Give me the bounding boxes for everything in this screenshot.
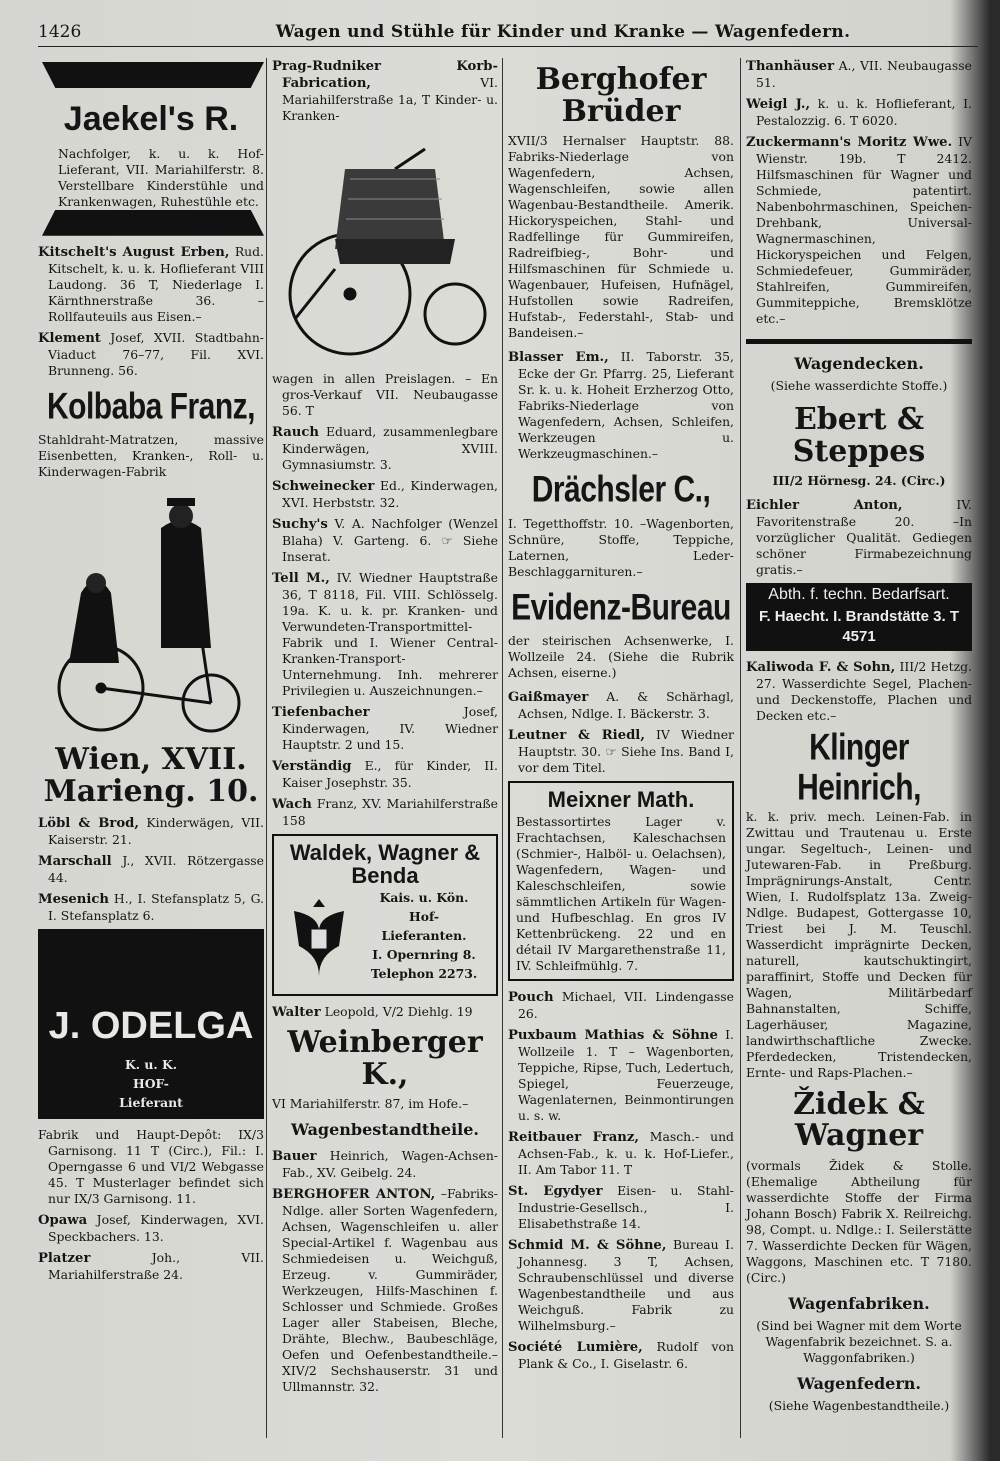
ad-line: Stahldraht-Matratzen, massive Eisenbetten, Kranken-, Roll- u. Kinderwagen-Fabrik	[38, 432, 264, 480]
entry-name: BERGHOFER ANTON,	[272, 1187, 436, 1203]
directory-entry	[508, 727, 734, 776]
entry-text: Fabrik und Haupt-Depôt: IX/3 Garnisong. 11 T (Circ.), Fil.: I. Operngasse 6 und VI/2 Webgasse 45. T Musterlager befindet sich nur IX/3 Garnisong. 11.	[38, 1127, 264, 1207]
directory-entry	[746, 497, 972, 578]
directory-entry	[38, 330, 264, 379]
ad-title: Ebert & Steppes	[792, 402, 926, 469]
entry-name: Pouch	[508, 990, 554, 1006]
entry-name: Prag-Rudniker Korb-Fabrication,	[272, 59, 498, 91]
ad-title: Berghofer Brüder	[535, 62, 707, 129]
entry-text: E., für Kinder, II. Kaiser Josephstr. 35.	[282, 758, 498, 790]
divider-rule	[746, 339, 972, 344]
ad-title: Meixner Math.	[547, 787, 695, 812]
ad-line: I. Opernring 8.	[372, 947, 476, 963]
entry-name: Platzer	[38, 1251, 91, 1267]
column-divider	[502, 58, 503, 1438]
ad-line: VI Mariahilferstr. 87, im Hofe.–	[272, 1096, 469, 1112]
ad-title: Abth. f. techn. Bedarfsart.	[768, 586, 950, 603]
entry-text: I. Wollzeile 1. T – Wagenborten, Teppiche, Ripse, Tuch, Ledertuch, Spiegel, Feuerzeuge, Wagenlaternen, Beinmontirungen u. s. w.	[518, 1027, 734, 1124]
entry-text: IV. Wiedner Hauptstraße 36, T 8118, Fil. VIII. Schlösselg. 19a. K. u. k. pr. Kranken- und Verwundeten-Transportmittel-Fabrik und I. Wiener Central-Kranken-Transport-Unternehmung. Inh. mehrerer Privilegien u. Auszeichnungen.–	[282, 570, 498, 698]
page-header	[38, 20, 978, 47]
entry-name: Kitschelt's August Erben,	[38, 244, 230, 260]
double-eagle-crest-icon	[284, 891, 354, 985]
entry-text: V. A. Nachfolger (Wenzel Blaha) V. Garteng. 6. ☞ Siehe Inserat.	[282, 516, 498, 564]
directory-entry	[272, 1186, 498, 1395]
entry-name: Bauer	[272, 1149, 317, 1165]
entry-text: wagen in allen Preislagen. – En gros-Verkauf VII. Neubaugasse 56. T	[272, 371, 498, 418]
directory-entry	[272, 58, 498, 124]
directory-entry	[508, 689, 734, 722]
directory-entry	[38, 853, 264, 886]
entry-name: Puxbaum Mathias & Söhne	[508, 1028, 718, 1044]
advertisement	[508, 64, 734, 341]
entry-name: Tell M.,	[272, 571, 330, 586]
entry-text: Franz, XV. Mariahilferstraße 158	[282, 796, 498, 828]
entry-name: Mesenich	[38, 892, 110, 908]
entry-name: Eichler Anton,	[746, 498, 903, 513]
entry-text: Masch.- und Achsen-Fab., k. u. k. Hof-Liefer., II. Am Tabor 11. T	[518, 1129, 734, 1178]
section-heading	[746, 356, 972, 394]
directory-entry	[272, 796, 498, 829]
entry-name: Suchy's	[272, 517, 328, 532]
entry-text: Joh., VII. Mariahilferstraße 24.	[48, 1250, 264, 1283]
directory-entry	[508, 1339, 734, 1372]
ad-title: Drächsler C.,	[531, 468, 711, 511]
directory-entry	[508, 1129, 734, 1178]
advertisement	[38, 62, 264, 236]
column-2	[272, 58, 498, 1400]
entry-name: Kaliwoda F. & Sohn,	[746, 659, 896, 675]
entry-text: Heinrich, Wagen-Achsen-Fab., XV. Geibelg. 24.	[282, 1148, 498, 1181]
column-divider	[266, 58, 267, 1438]
ad-line: III/2 Hörnesg. 24. (Circ.)	[772, 473, 946, 488]
directory-entry	[38, 244, 264, 325]
ad-title: Klinger Heinrich,	[797, 726, 921, 808]
entry-name: Blasser Em.,	[508, 350, 609, 365]
entry-name: Tiefenbacher	[272, 705, 370, 720]
column-4	[746, 58, 972, 1424]
ad-line: K. u. K.	[124, 1057, 178, 1073]
advertisement	[746, 1086, 972, 1286]
ad-title: J. ODELGA	[48, 1005, 254, 1048]
advertisement	[38, 929, 264, 1119]
entry-text: k. u. k. Hoflieferant, I. Pestalozzig. 6. T 6020.	[756, 96, 972, 128]
entry-text: Bureau I. Johannesg. 3 T, Achsen, Schraubenschlüssel und diverse Wagenbestandtheile und aus Weichguß. Fabrik zu Wilhelmsburg.–	[518, 1237, 734, 1334]
entry-text: IV. Favoritenstraße 20. –In vorzüglicher Qualität. Gediegen schöner Firmabezeichnung gratis.–	[756, 497, 972, 577]
entry-text: A., VII. Neubaugasse 51.	[756, 58, 972, 90]
directory-entry	[272, 1004, 498, 1021]
entry-name: St. Egydyer	[508, 1184, 603, 1200]
directory-entry	[272, 570, 498, 699]
directory-entry	[746, 134, 972, 327]
advertisement	[746, 726, 972, 1081]
directory-entry	[272, 478, 498, 511]
ad-title: Wien, XVII. Marieng. 10.	[43, 742, 259, 809]
directory-entry	[38, 815, 264, 848]
entry-text: Eduard, zusammenlegbare Kinderwägen, XVIII. Gymnasiumstr. 3.	[282, 424, 498, 472]
directory-entry	[272, 371, 498, 419]
entry-name: Schmid M. & Söhne,	[508, 1238, 667, 1254]
advertisement	[272, 1027, 498, 1112]
directory-entry	[746, 58, 972, 91]
advertisement	[272, 834, 498, 996]
ad-line: Hof-	[408, 909, 439, 925]
section-note: (Sind bei Wagner mit dem Worte Wagenfabrik bezeichnet. S. a. Waggonfabriken.)	[756, 1317, 962, 1365]
section-heading	[272, 1122, 498, 1138]
ad-title: Jaekel's R.	[63, 100, 239, 138]
entry-name: Verständig	[272, 759, 352, 774]
entry-name: Société Lumière,	[508, 1340, 643, 1356]
column-3	[508, 58, 734, 1377]
directory-entry	[272, 424, 498, 473]
entry-text: Michael, VII. Lindengasse 26.	[518, 989, 734, 1022]
entry-text: A. & Schärhagl, Achsen, Ndlge. I. Bäckerstr. 3.	[518, 689, 734, 721]
entry-text: VI. Mariahilferstraße 1a, T Kinder- u. Kranken-	[282, 75, 498, 123]
entry-name: Thanhäuser	[746, 59, 835, 74]
section-heading	[746, 1293, 972, 1366]
entry-text: Josef, XVII. Stadtbahn-Viaduct 76–77, Fil. XVI. Brunneng. 56.	[48, 329, 264, 378]
directory-entry	[508, 1027, 734, 1124]
directory-entry	[272, 1148, 498, 1181]
entry-name: Weigl J.,	[746, 97, 811, 112]
directory-entry	[508, 1237, 734, 1334]
advertisement	[508, 586, 734, 682]
entry-name: Gaißmayer	[508, 690, 589, 705]
wicker-invalid-chair-illustration	[272, 129, 498, 369]
section-note: (Siehe wasserdichte Stoffe.)	[770, 378, 948, 393]
entry-name: Klement	[38, 330, 101, 346]
ad-title: Waldek, Wagner & Benda	[289, 840, 481, 889]
directory-entry	[508, 989, 734, 1022]
column-1	[38, 58, 264, 1288]
ad-line: Lieferant	[119, 1095, 183, 1111]
ad-line: Nachfolger, k. u. k. Hof-Lieferant, VII. Mariahilferstr. 8. Verstellbare Kinderstühle und Krankenwagen, Ruhestühle etc.	[58, 145, 264, 209]
section-title: Wagendecken.	[794, 354, 924, 373]
entry-text: –Fabriks-Ndlge. aller Sorten Wagenfedern, Achsen, Wagenschleifen u. aller Special-Artikel f. Wagenbau aus Schmiedeisen u. Weichguß, Erzeug. v. Gummiräder, Werkzeugen, Hilfs-Maschinen f. Schlosser und Schmiede. Großes Lager aller Stabeisen, Bleche, Drähte, Blechw., Baubeschläge, Oefen und Oefenbestandtheile.– XIV/2 Sechshauserstr. 31 und Ullmannstr. 32.	[282, 1186, 498, 1395]
entry-text: Josef, Kinderwagen, IV. Wiedner Hauptstr. 2 und 15.	[282, 704, 498, 752]
entry-text: Ed., Kinderwagen, XVI. Herbststr. 32.	[282, 478, 498, 510]
ad-line: Lieferanten.	[381, 928, 467, 944]
section-heading	[746, 1373, 972, 1414]
entry-name: Zuckermann's Moritz Wwe.	[746, 135, 953, 150]
ad-line: der steirischen Achsenwerke, I. Wollzeile 24. (Siehe die Rubrik Achsen, eiserne.)	[508, 633, 734, 680]
ad-line: I. Tegetthoffstr. 10. –Wagenborten, Schnüre, Stoffe, Teppiche, Laternen, Leder-Beschlaggarnituren.–	[508, 515, 734, 579]
directory-entry	[272, 516, 498, 565]
entry-name: Leutner & Riedl,	[508, 728, 645, 743]
entry-text: II. Taborstr. 35, Ecke der Gr. Pfarrg. 25, Lieferant Sr. k. u. k. Hoheit Erzherzog Otto, Fabriks-Niederlage von Wagenfedern, Achsen, Schleifen, Werkzeugen u. Werkzeugmaschinen.–	[518, 349, 734, 461]
ad-line: k. k. priv. mech. Leinen-Fab. in Zwittau und Trautenau u. Erste ungar. Segeltuch-, Leinen- und Jutewaren-Fab. in Preßburg. Imprägnirungs-Anstalt, Centr. Wien, I. Rudolfsplatz 13a. Zweig-Ndlge. Budapest, Gottergasse 10, Triest bei J. M. Teuschl. Wasserdicht imprägnirte Decken, naturell, kautschuktingirt, paraffinirt, Stoffe und Decken für Wagen, Militärbedarf Bahnanstalten, Schiffe, Lagerhäuser, Magazine, landwirthschaftliche Zwecke. Pferdedecken, Tristendecken, Ernte- und Raps-Plachen.–	[746, 808, 972, 1080]
directory-entry	[38, 1250, 264, 1283]
directory-entry	[508, 1183, 734, 1232]
section-title: Wagenfabriken.	[788, 1293, 930, 1313]
section-title: Wagenfedern.	[796, 1373, 921, 1393]
entry-name: Löbl & Brod,	[38, 816, 139, 832]
entry-text: J., XVII. Rötzergasse 44.	[48, 853, 264, 886]
page-number: 1426	[38, 22, 82, 42]
banner-bar	[42, 62, 264, 88]
directory-entry	[746, 659, 972, 724]
directory-entry	[272, 704, 498, 753]
entry-text: III/2 Hetzg. 27. Wasserdichte Segel, Plachen- und Deckenstoffe, Plachen und Decken etc.–	[756, 658, 972, 723]
entry-text: IV Wiedner Hauptstr. 30. ☞ Siehe Ins. Band I, vor dem Titel.	[518, 727, 734, 775]
ad-line: HOF-	[133, 1076, 169, 1092]
directory-entry	[272, 758, 498, 791]
section-title: Wagenbestandtheile.	[290, 1120, 479, 1140]
ad-title: Evidenz-Bureau	[511, 586, 731, 628]
advertisement	[38, 744, 264, 807]
directory-entry	[746, 96, 972, 129]
directory-entry	[38, 1127, 264, 1207]
entry-text: Kinderwägen, VII. Kaiserstr. 21.	[48, 815, 264, 848]
advertisement	[746, 583, 972, 651]
ad-title: Weinberger K.,	[287, 1025, 483, 1092]
page-title: Wagen und Stühle für Kinder und Kranke — Wagenfedern.	[275, 22, 851, 42]
entry-name: Walter	[272, 1005, 321, 1021]
ad-line: F. Haecht. I. Brandstätte 3. T 4571	[758, 607, 960, 645]
entry-text: Rudolf von Plank & Co., I. Giselastr. 6.	[518, 1339, 734, 1372]
banner-bar	[42, 210, 264, 236]
entry-name: Opawa	[38, 1213, 88, 1229]
entry-name: Reitbauer Franz,	[508, 1130, 639, 1146]
directory-entry	[38, 1212, 264, 1245]
directory-entry	[508, 349, 734, 462]
advertisement	[38, 385, 264, 481]
ad-title: Kolbaba Franz,	[46, 385, 256, 427]
ad-line: Telephon 2273.	[370, 966, 478, 982]
entry-text: H., I. Stefansplatz 5, G. I. Stefansplatz 6.	[48, 891, 264, 924]
entry-name: Schweinecker	[272, 479, 375, 494]
entry-name: Wach	[272, 797, 312, 812]
column-divider	[740, 58, 741, 1438]
ad-title: Židek & Wagner	[793, 1086, 925, 1154]
entry-text: Rud. Kitschelt, k. u. k. Hoflieferant VIII Laudong. 36 T, Niederlage I. Kärnthnerstraße 36. – Rollfauteuils aus Eisen.–	[48, 243, 264, 324]
section-note: (Siehe Wagenbestandtheile.)	[768, 1397, 950, 1413]
entry-text: IV Wienstr. 19b. T 2412. Hilfsmaschinen für Wagner und Schmiede, patentirt. Nabenbohrmaschinen, Speichen-Drehbank, Universal-Wagnermaschinen, Hickoryspeichen und Felgen, Schmiedefeuer, Gummiräder, Stahlreifen, Gummireifen, Gummiteppiche, Bremsklötze etc.–	[756, 134, 972, 326]
ad-line: (vormals Židek & Stolle. (Ehemalige Abtheilung für wasserdichte Stoffe der Firma Johann Bosch) Fabrik X. Reilreichg. 98, Compt. u. Ndlge.: I. Seilerstätte 7. Wasserdichte Decken für Wägen, Waggons, Maschinen etc. T 7180. (Circ.)	[746, 1157, 972, 1285]
advertisement	[508, 468, 734, 580]
ad-line: Kais. u. Kön.	[379, 890, 469, 906]
ad-line: Bestassortirtes Lager v. Frachtachsen, Kaleschachsen (Schmier-, Halböl- u. Oelachsen), Wagenfedern, Wagen- und Kaleschschleifen, sowie sämmtlichen Artikeln für Wagen- und Hufbeschlag. En gros IV Kettenbrückeng. 22 und en détail IV Margarethenstraße 11, IV. Schleifmühlg. 7.	[516, 814, 726, 974]
advertisement	[746, 404, 972, 489]
advertisement	[508, 781, 734, 981]
ad-line: XVII/3 Hernalser Hauptstr. 88. Fabriks-Niederlage von Wagenfedern, Achsen, Wagenschleifen, sowie allen Wagenbau-Bestandtheile. Amerik. Hickoryspeichen, Stahl- und Radfellinge für Gummireifen, Radreifbieg-, Bohr- und Hilfsmaschinen für Schmiede u. Wagenbauer, Hufeisen, Hufnägel, Hufstollen sowie Radreifen, Hufstab-, Federstahl-, Stab- und Bandeisen.–	[508, 133, 734, 340]
entry-text: Josef, Kinderwagen, XVI. Speckbachers. 13.	[48, 1212, 264, 1245]
entry-name: Rauch	[272, 425, 320, 440]
entry-name: Marschall	[38, 854, 112, 870]
entry-text: Eisen- u. Stahl-Industrie-Gesellsch., I. Elisabethstraße 14.	[518, 1183, 734, 1232]
wheelchair-with-attendant-illustration	[38, 488, 264, 738]
entry-text: Leopold, V/2 Diehlg. 19	[324, 1004, 473, 1020]
directory-entry	[38, 891, 264, 924]
